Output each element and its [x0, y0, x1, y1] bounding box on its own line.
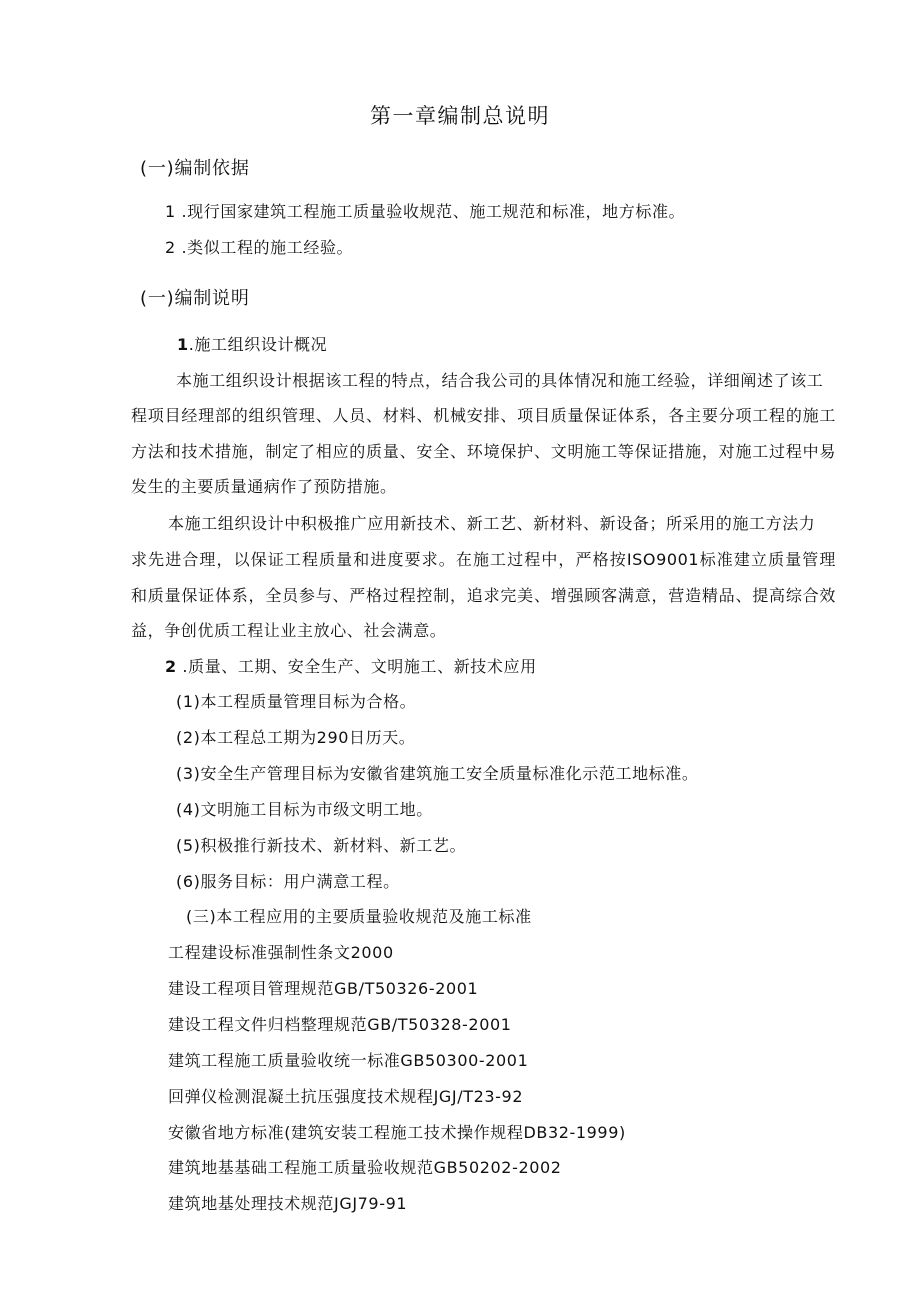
target-item-2: (2)本工程总工期为290日历天。 — [176, 728, 416, 747]
section-heading-description: (一)编制说明 — [140, 288, 250, 309]
basis-item-1: 1 .现行国家建筑工程施工质量验收规范、施工规范和标准，地方标准。 — [165, 202, 686, 221]
subsection-number: 1 — [177, 335, 189, 354]
subsection-title: .施工组织设计概况 — [188, 335, 328, 354]
overview-paragraph-line: 和质量保证体系，全员参与、严格过程控制，追求完美、增强顾客满意，营造精品、提高综合效 — [131, 586, 836, 605]
target-item-1: (1)本工程质量管理目标为合格。 — [176, 692, 417, 711]
standard-item: 建筑地基基础工程施工质量验收规范GB50202-2002 — [168, 1158, 562, 1177]
overview-paragraph-line: 发生的主要质量通病作了预防措施。 — [131, 477, 397, 496]
overview-paragraph-line: 益，争创优质工程让业主放心、社会满意。 — [131, 621, 447, 640]
target-item-6: (6)服务目标：用户满意工程。 — [176, 872, 400, 891]
section-heading-standards: (三)本工程应用的主要质量验收规范及施工标准 — [186, 907, 532, 926]
subsection-heading-overview — [177, 335, 327, 355]
standard-item: 建设工程文件归档整理规范GB/T50328-2001 — [168, 1015, 512, 1034]
target-item-5: (5)积极推行新技术、新材料、新工艺。 — [176, 836, 467, 855]
standard-item: 工程建设标准强制性条文2000 — [168, 943, 394, 962]
subsection-number: 2 — [165, 657, 177, 676]
overview-paragraph-line: 方法和技术措施，制定了相应的质量、安全、环境保护、文明施工等保证措施，对施工过程中易 — [131, 442, 836, 461]
overview-paragraph-line: 本施工组织设计中积极推广应用新技术、新工艺、新材料、新设备；所采用的施工方法力 — [168, 514, 816, 533]
target-item-4: (4)文明施工目标为市级文明工地。 — [176, 800, 433, 819]
page-title: 第一章编制总说明 — [370, 104, 550, 128]
subsection-heading-targets — [165, 657, 537, 677]
target-item-3: (3)安全生产管理目标为安徽省建筑施工安全质量标准化示范工地标准。 — [176, 764, 699, 783]
overview-paragraph-line: 本施工组织设计根据该工程的特点，结合我公司的具体情况和施工经验，详细阐述了该工 — [176, 371, 824, 390]
basis-item-2: 2 .类似工程的施工经验。 — [165, 238, 354, 257]
standard-item: 建设工程项目管理规范GB/T50326-2001 — [168, 979, 479, 998]
overview-paragraph-line: 求先进合理，以保证工程质量和进度要求。在施工过程中，严格按ISO9001标准建立质量管理 — [131, 550, 836, 569]
standard-item: 建筑地基处理技术规范JGJ79-91 — [168, 1194, 408, 1213]
standard-item: 安徽省地方标准(建筑安装工程施工技术操作规程DB32-1999) — [168, 1123, 626, 1142]
subsection-title: .质量、工期、安全生产、文明施工、新技术应用 — [176, 657, 537, 676]
standard-item: 回弹仪检测混凝土抗压强度技术规程JGJ/T23-92 — [168, 1087, 524, 1106]
standard-item: 建筑工程施工质量验收统一标准GB50300-2001 — [168, 1051, 529, 1070]
overview-paragraph-line: 程项目经理部的组织管理、人员、材料、机械安排、项目质量保证体系，各主要分项工程的施工 — [131, 406, 836, 425]
section-heading-basis: (一)编制依据 — [140, 158, 250, 179]
